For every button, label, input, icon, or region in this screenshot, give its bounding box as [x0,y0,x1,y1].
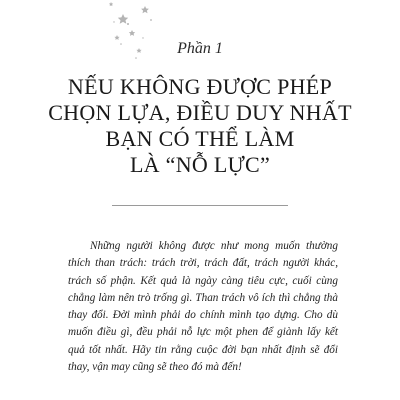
chapter-title-line: BẠN CÓ THỂ LÀM [105,126,295,151]
star-dot-icon [142,37,143,38]
star-icon [129,30,135,36]
chapter-title [0,74,400,178]
star-icon [141,6,149,13]
title-divider [112,205,288,206]
star-dot-icon [113,21,114,22]
chapter-title-line: LÀ “NỖ LỰC” [129,152,271,177]
star-icon [109,2,113,6]
scattered-stars-icon [0,0,200,75]
part-label: Phần 1 [177,40,223,57]
body-paragraph: Những người không được như mong muốn thường thích than trách: trách trời, trách đất, trách người khác, trách số phận. Kết quả là ngày càng tiêu cực, cuối cùng chẳng làm nên trò trống gì. Than trách vô ích thì chẳng thà thay đổi. Đời mình phải do chính mình tạo dựng. Cho dù muốn điều gì, đều phải nỗ lực một phen để giành lấy kết quả tốt nhất. Hãy tin rằng cuộc đời bạn nhất định sẽ đổi thay, vận may cũng sẽ theo đó mà đến! [68,240,338,374]
star-dot-icon [150,19,152,21]
star-dot-icon [127,23,129,25]
star-icon [118,14,128,24]
chapter-title-line: CHỌN LỰA, ĐIỀU DUY NHẤT [48,100,352,125]
chapter-title-line: NẾU KHÔNG ĐƯỢC PHÉP [67,74,333,99]
